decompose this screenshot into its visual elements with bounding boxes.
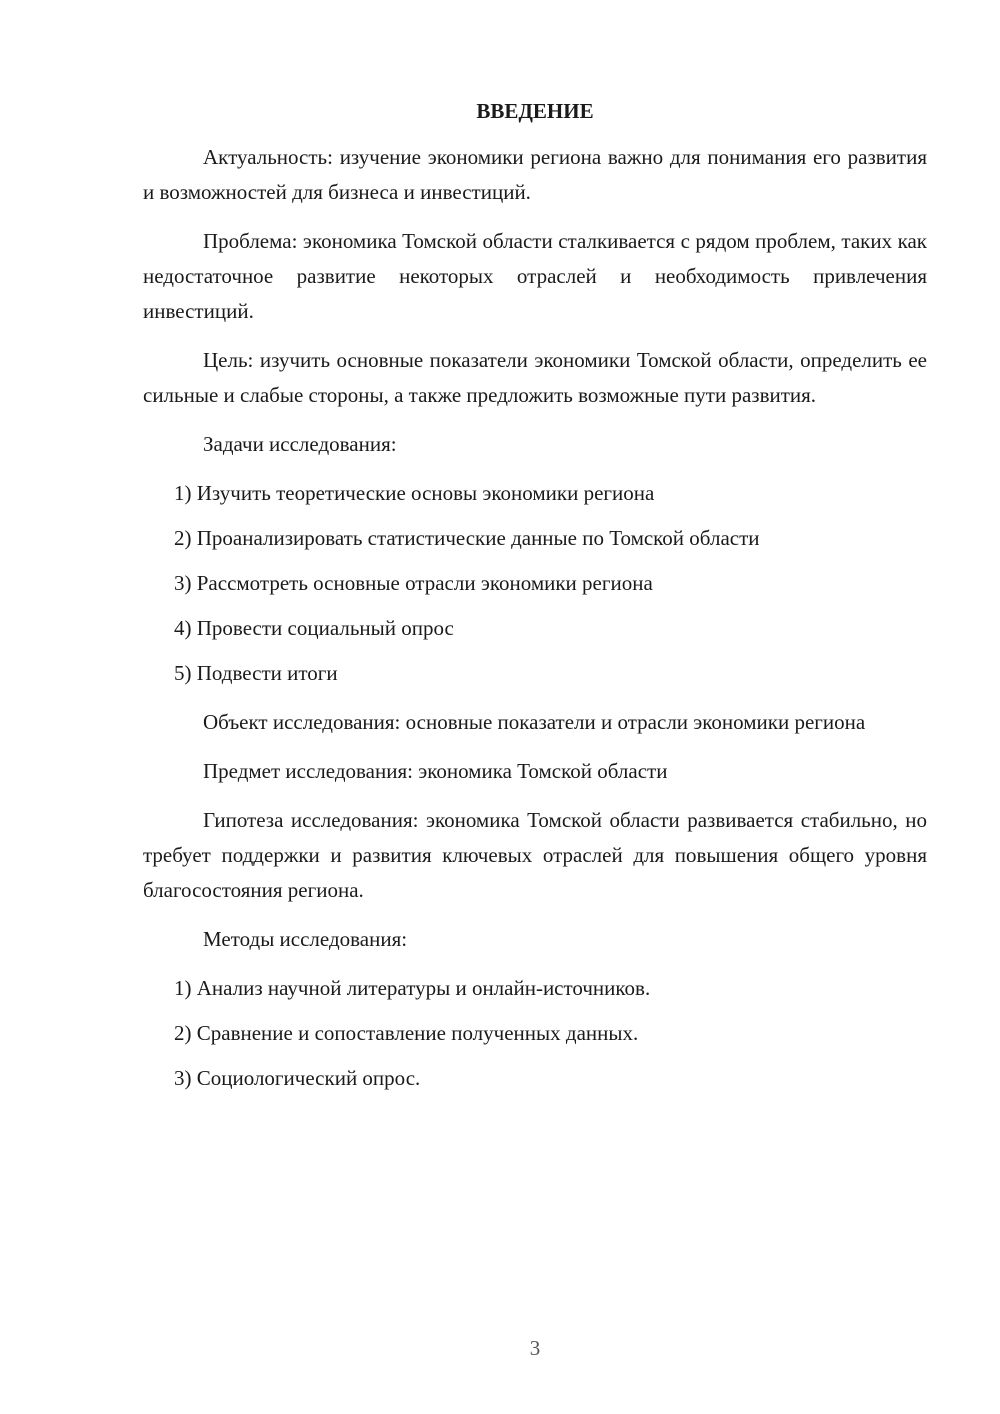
task-item: 5) Подвести итоги bbox=[174, 661, 338, 685]
relevance-paragraph: Актуальность: изучение экономики региона важно для понимания его развития и возможностей для бизнеса и инвестиций. bbox=[143, 145, 927, 204]
problem-paragraph: Проблема: экономика Томской области сталкивается с рядом проблем, таких как недостаточное развитие некоторых отраслей и необходимость привлечения инвестиций. bbox=[143, 229, 927, 323]
method-item: 2) Сравнение и сопоставление полученных данных. bbox=[174, 1021, 639, 1045]
methods-list bbox=[143, 971, 927, 1096]
tasks-list bbox=[143, 476, 927, 691]
method-item: 1) Анализ научной литературы и онлайн-источников. bbox=[174, 976, 651, 1000]
task-item: 2) Проанализировать статистические данные по Томской области bbox=[174, 526, 760, 550]
object-paragraph: Объект исследования: основные показатели и отрасли экономики региона bbox=[203, 710, 866, 734]
subject-paragraph: Предмет исследования: экономика Томской области bbox=[203, 759, 668, 783]
methods-heading: Методы исследования: bbox=[203, 927, 408, 951]
method-item: 3) Социологический опрос. bbox=[174, 1066, 421, 1090]
goal-paragraph: Цель: изучить основные показатели экономики Томской области, определить ее сильные и слабые стороны, а также предложить возможные пути развития. bbox=[143, 348, 927, 407]
task-item: 3) Рассмотреть основные отрасли экономики региона bbox=[174, 571, 653, 595]
page-content bbox=[143, 96, 927, 1110]
task-item: 1) Изучить теоретические основы экономики региона bbox=[174, 481, 655, 505]
task-item: 4) Провести социальный опрос bbox=[174, 616, 454, 640]
hypothesis-paragraph: Гипотеза исследования: экономика Томской области развивается стабильно, но требует поддержки и развития ключевых отраслей для повышения общего уровня благосостояния региона. bbox=[143, 808, 927, 902]
tasks-heading: Задачи исследования: bbox=[203, 432, 397, 456]
section-title: ВВЕДЕНИЕ bbox=[476, 99, 594, 123]
page-number: 3 bbox=[529, 1336, 541, 1360]
